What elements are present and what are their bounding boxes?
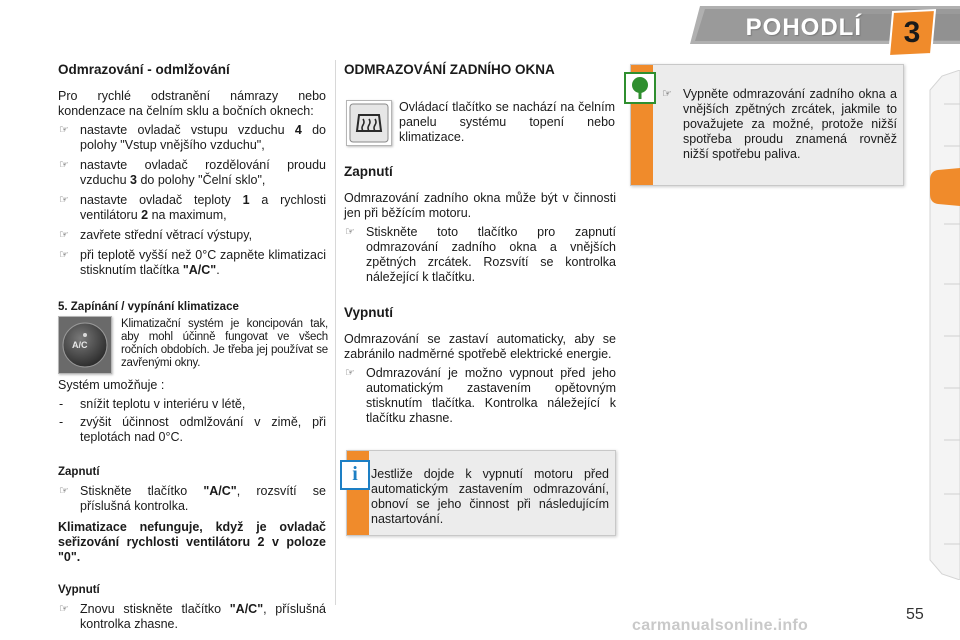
defrost-title: Odmrazování - odmlžování [58, 62, 230, 77]
info-icon: i [340, 460, 370, 490]
ac-section-title: 5. Zapínání / vypínání klimatizace [58, 301, 239, 313]
rear-window-defrost-icon [347, 101, 391, 145]
defrost-bullet-4: ☞ zavřete střední větrací výstupy, [59, 228, 253, 242]
ac-on-title: Zapnutí [58, 466, 100, 478]
rear-off-title: Vypnutí [344, 305, 393, 320]
bullet-icon: ☞ [59, 229, 69, 241]
bullet-icon: ☞ [59, 485, 69, 497]
ac-description: Klimatizační systém je koncipován tak, aby mohl účinně fungovat ve všech ročních obdobích. Je třeba jej používat se zavřenými okny. [121, 318, 328, 369]
system-title: Systém umožňuje : [58, 378, 165, 392]
info-note [346, 450, 616, 536]
middle-column [344, 62, 616, 77]
bullet-icon: ☞ [345, 367, 355, 379]
chapter-number: 3 [903, 16, 921, 49]
ac-off-title: Vypnutí [58, 584, 100, 596]
system-item-2: - zvýšit účinnost odmlžování v zimě, při teplotách nad 0°C. [59, 415, 326, 444]
bullet-icon: ☞ [59, 249, 69, 261]
ac-on-bullet: ☞ Stiskněte tlačítko "A/C", rozsvítí se příslušná kontrolka. [59, 484, 327, 513]
bullet-icon: ☞ [59, 603, 69, 615]
ac-warning: Klimatizace nefunguje, když je ovladač seřizování rychlosti ventilátoru 2 v poloze "0". [58, 520, 326, 564]
eco-note [630, 64, 904, 186]
watermark: carmanualsonline.info [632, 617, 809, 634]
chapter-tabs [928, 70, 960, 580]
eco-note-text: Vypněte odmrazování zadního okna a vnějších zpětných zrcátek, jakmile to považujete za možné, protože nižší spotřeba proudu znamená rovněž nižší spotřebu paliva. [683, 87, 897, 161]
bullet-icon: ☞ [345, 226, 355, 238]
rear-off-bullet: ☞ Odmrazování je možno vypnout před jeho automatickým zastavením opětovným stisknutím tlačítka. Kontrolka náležející k tlačítku zhasne. [345, 366, 616, 425]
bullet-icon: ☞ [59, 194, 69, 206]
left-column-lower [58, 378, 326, 637]
rear-on-title: Zapnutí [344, 164, 393, 179]
control-description: Ovládací tlačítko se nachází na čelním panelu systému topení nebo klimatizace. [399, 100, 615, 144]
defrost-bullet-3: ☞ nastavte ovladač teploty 1 a rychlosti ventilátoru 2 na maximum, [59, 193, 326, 222]
eco-note-bullet [661, 87, 897, 162]
column-divider [335, 60, 336, 605]
rear-off-text: Odmrazování se zastaví automaticky, aby se zabránilo nadměrné spotřebě elektrické energie. [344, 332, 616, 361]
bullet-icon: ☞ [662, 88, 672, 100]
middle-column-body [344, 164, 616, 431]
page-number: 55 [906, 606, 924, 623]
ac-off-bullet: ☞ Znovu stiskněte tlačítko "A/C", příslušná kontrolka zhasne. [59, 602, 327, 631]
defrost-bullet-2: ☞ nastavte ovladač rozdělování proudu vzduchu 3 do polohy "Čelní sklo", [59, 158, 326, 187]
tree-icon [624, 72, 656, 104]
system-item-1: - snížit teplotu v interiéru v létě, [59, 397, 246, 411]
rear-on-bullet: ☞ Stiskněte toto tlačítko pro zapnutí odmrazování zadního okna a vnějších zpětných zrcátek. Rozsvítí se kontrolka náležející k tlačítku. [345, 225, 616, 284]
rear-defrost-title: ODMRAZOVÁNÍ ZADNÍHO OKNA [344, 62, 555, 77]
rear-defrost-button-illustration [346, 100, 392, 146]
rear-on-text: Odmrazování zadního okna může být v činnosti jen při běžícím motoru. [344, 191, 616, 220]
defrost-bullet-1: ☞ nastavte ovladač vstupu vzduchu 4 do polohy "Vstup vnějšího vzduchu", [59, 123, 326, 152]
left-column [58, 62, 326, 315]
defrost-bullet-5: ☞ při teplotě vyšší než 0°C zapněte klimatizaci stisknutím tlačítka "A/C". [59, 248, 326, 277]
defrost-intro: Pro rychlé odstranění námrazy nebo kondenzace na čelním sklu a bočních oknech: [58, 89, 326, 118]
info-note-text: Jestliže dojde k vypnutí motoru před automatickým zastavením odmrazování, obnoví se jeho činnost při následujícím nastartování. [371, 467, 609, 526]
bullet-icon: ☞ [59, 124, 69, 136]
page-title: POHODLÍ [745, 14, 862, 41]
bullet-icon: ☞ [59, 159, 69, 171]
ac-button-label: A/C [72, 340, 88, 350]
